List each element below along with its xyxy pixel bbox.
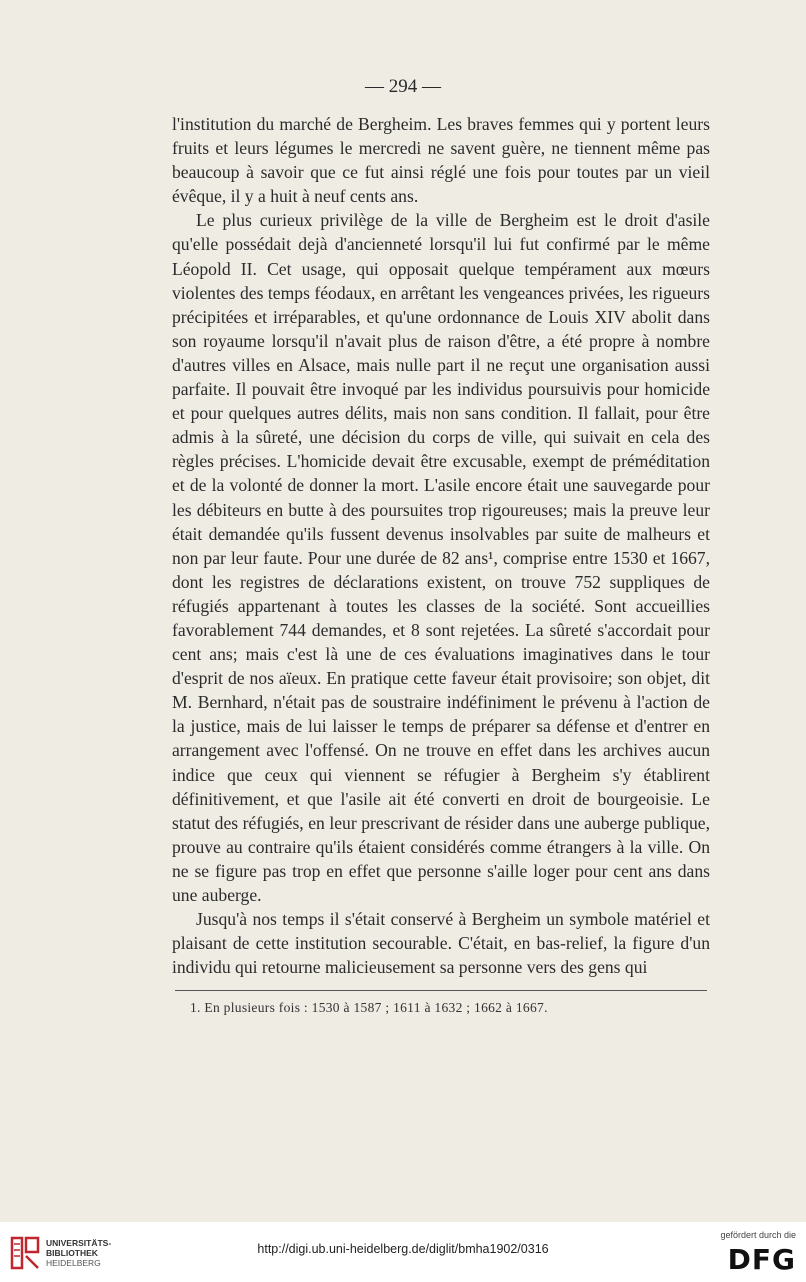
funding-caption: gefördert durch die [720,1230,796,1240]
permalink-url[interactable]: http://digi.ub.uni-heidelberg.de/diglit/bmha1902/0316 [257,1242,549,1256]
body-text [172,112,710,979]
footnote-divider [175,990,707,991]
footnote: 1. En plusieurs fois : 1530 à 1587 ; 1611 à 1632 ; 1662 à 1667. [190,1000,548,1015]
library-name[interactable]: UNIVERSITÄTS- BIBLIOTHEK HEIDELBERG [46,1238,112,1268]
viewer-footer [0,1222,806,1282]
paragraph-2: Le plus curieux privilège de la ville de Bergheim est le droit d'asile qu'elle possédait dejà d'ancienneté lorsqu'il lui fut confirmé par le même Léopold II. Cet usage, qui opposait quelque tempérament aux mœurs violentes des temps féodaux, en arrêtant les vengeances privées, les rigueurs précipitées et irréparables, et qu'une ordonnance de Louis XIV abolit dans son royaume lorsqu'il n'avait plus de raison d'être, a été propre à nombre d'autres villes en Alsace, mais nulle part il ne reçut une organisation aussi parfaite. Il pouvait être invoqué par les individus poursuivis pour homicide et pour quelques autres délits, mais non sans condition. Il fallait, pour être admis à la sûreté, une décision du corps de ville, qui suivait en cela des règles précises. L'homicide devait être excusable, exempt de préméditation et de la volonté de donner la mort. L'asile encore était une sauvegarde pour les débiteurs en butte à des poursuites trop rigoureuses; mais la preuve leur était demandée qu'ils fussent devenus insolvables par suite de malheurs et non par leur faute. Pour une durée de 82 ans¹, comprise entre 1530 et 1667, dont les registres de déclarations existent, on trouve 752 suppliques de réfugiés appartenant à toutes les classes de la société. Sont accueillies favorablement 744 demandes, et 8 sont rejetées. La sûreté s'accordait pour cent ans; mais c'est là une de ces évaluations imaginatives dans le tour d'esprit de nos aïeux. En pratique cette faveur était provisoire; son objet, dit M. Bernhard, n'était pas de soustraire indéfiniment le prévenu à l'action de la justice, mais de lui laisser le temps de préparer sa défense et d'entrer en arrangement avec l'offensé. On ne trouve en effet dans les archives aucun indice que ceux qui viennent se réfugier à Bergheim s'y établirent définitivement, et que l'asile ait été converti en droit de bourgeoisie. Le statut des réfugiés, en leur prescrivant de résider dans une auberge publique, prouve au contraire qu'ils étaient considérés comme étrangers à la ville. On ne se figure pas trop en effet que personne s'aille loger pour cent ans dans une auberge. [172,210,710,905]
page-number: — 294 — [365,76,441,97]
dfg-logo[interactable]: DFG [727,1243,796,1276]
paragraph-1: l'institution du marché de Bergheim. Les braves femmes qui y portent leurs fruits et leurs légumes le mercredi ne savent guère, ne tiennent même pas beaucoup à savoir que ce fut ainsi réglé une fois pour toutes par un vieil évêque, il y a huit à neuf cents ans. [172,114,710,207]
paragraph-3: Jusqu'à nos temps il s'était conservé à Bergheim un symbole matériel et plaisant de cette institution secourable. C'était, en bas-relief, la figure d'un individu qui retourne malicieusement sa personne vers des gens qui [172,909,710,978]
